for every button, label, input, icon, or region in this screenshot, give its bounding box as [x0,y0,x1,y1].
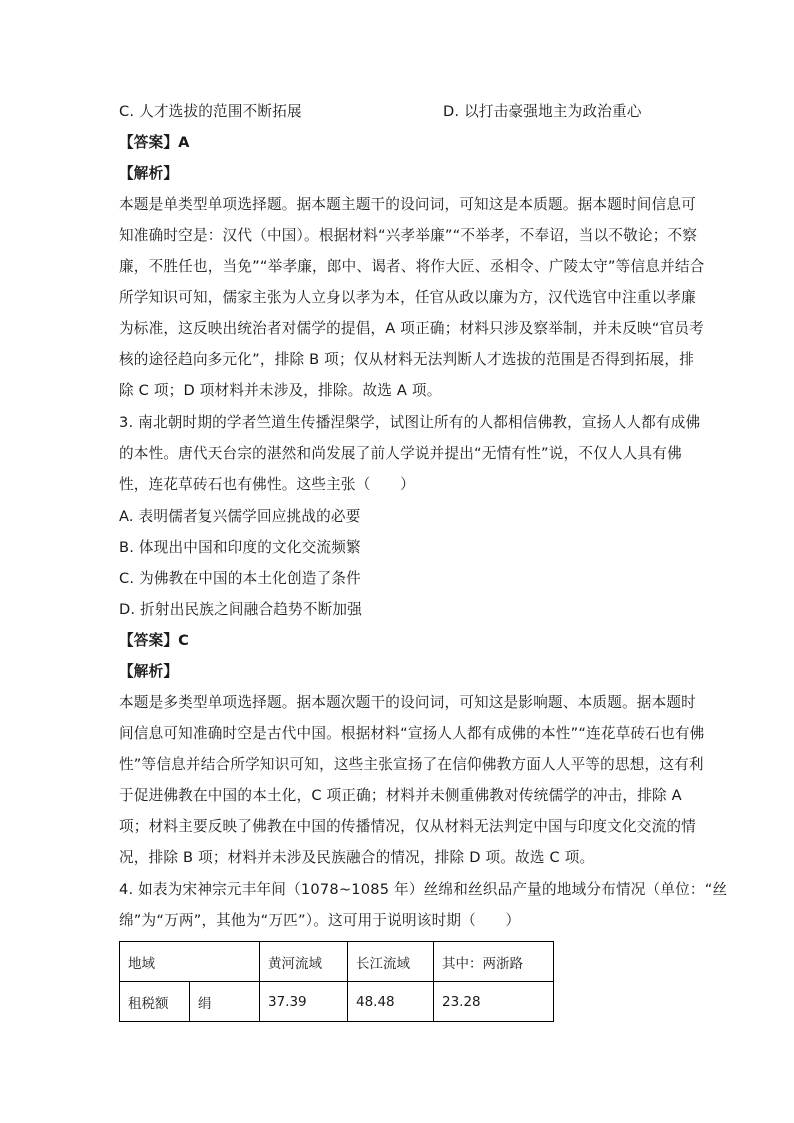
table-row-label: 租税额 [120,982,190,1022]
q3-analysis-line: 性”等信息并结合所学知识可知，这些主张宣扬了在信仰佛教方面人人平等的思想，这有利 [119,756,704,773]
q2-analysis-line: 知准确时空是：汉代（中国）。根据材料“兴孝举廉”“不举孝，不奉诏，当以不敬论；不察 [119,227,698,244]
q2-analysis-line: 廉，不胜任也，当免”“举孝廉，郎中、谒者、将作大匠、丞相令、广陵太守”等信息并结合 [119,258,705,275]
table-header-cell: 长江流域 [348,942,434,982]
q3-option-c: C. 为佛教在中国的本土化创造了条件 [119,570,361,587]
table-cell: 37.39 [260,982,348,1022]
table-header-cell: 黄河流域 [260,942,348,982]
q3-analysis-line: 间信息可知准确时空是古代中国。根据材料“宣扬人人都有成佛的本性”“连花草砖石也有佛 [119,725,705,742]
q2-analysis-line: 本题是单类型单项选择题。据本题主题干的设问词，可知这是本质题。据本题时间信息可 [119,196,696,213]
q3-stem-line: 的本性。唐代天台宗的湛然和尚发展了前人学说并提出“无情有性”说，不仅人人具有佛 [119,445,682,462]
q3-analysis-line: 况，排除 B 项；材料并未涉及民族融合的情况，排除 D 项。故选 C 项。 [119,849,595,866]
q4-data-table [119,941,554,1022]
q2-analysis-line: 为标准，这反映出统治者对儒学的提倡，A 项正确；材料只涉及察举制，并未反映“官员考 [119,320,704,337]
q3-answer: 【答案】C [119,632,190,649]
q3-analysis-line: 本题是多类型单项选择题。据本题次题干的设问词，可知这是影响题、本质题。据本题时 [119,694,696,711]
q3-stem-line: 3. 南北朝时期的学者竺道生传播涅槃学，试图让所有的人都相信佛教，宣扬人人都有成佛 [119,414,701,431]
q2-answer: 【答案】A [119,134,190,151]
q2-option-d: D. 以打击豪强地主为政治重心 [443,103,642,120]
q3-analysis-title: 【解析】 [119,663,179,680]
table-row [120,982,554,1022]
q3-analysis-line: 项；材料主要反映了佛教在中国的传播情况，仅从材料无法判定中国与印度文化交流的情 [119,818,696,835]
q3-option-a: A. 表明儒者复兴儒学回应挑战的必要 [119,508,361,525]
table-header-row [120,942,554,982]
q2-analysis-title: 【解析】 [119,165,179,182]
q2-analysis-line: 除 C 项；D 项材料并未涉及，排除。故选 A 项。 [119,382,442,399]
table-cell: 48.48 [348,982,434,1022]
q3-analysis-line: 于促进佛教在中国的本土化，C 项正确；材料并未侧重佛教对传统儒学的冲击，排除 A [119,787,682,804]
q4-stem-line: 绵”为“万两”，其他为“万匹”）。这可用于说明该时期（ ） [119,912,521,929]
q2-analysis-line: 所学知识可知，儒家主张为人立身以孝为本，任官从政以廉为方，汉代选官中注重以孝廉 [119,289,696,306]
q3-stem-line: 性，连花草砖石也有佛性。这些主张（ ） [119,476,415,493]
q4-stem-line: 4. 如表为宋神宗元丰年间（1078~1085 年）丝绵和丝织品产量的地域分布情况（单位：“丝 [119,881,728,898]
q2-option-c: C. 人才选拔的范围不断拓展 [119,103,302,120]
table-header-cell: 其中：两浙路 [434,942,554,982]
q3-option-d: D. 折射出民族之间融合趋势不断加强 [119,601,363,618]
q3-option-b: B. 体现出中国和印度的文化交流频繁 [119,539,361,556]
table-row-sublabel: 绢 [190,982,260,1022]
table-cell: 23.28 [434,982,554,1022]
q2-analysis-line: 核的途径趋向多元化”，排除 B 项；仅从材料无法判断人才选拔的范围是否得到拓展，排 [119,351,695,368]
table-header-cell: 地域 [120,942,260,982]
